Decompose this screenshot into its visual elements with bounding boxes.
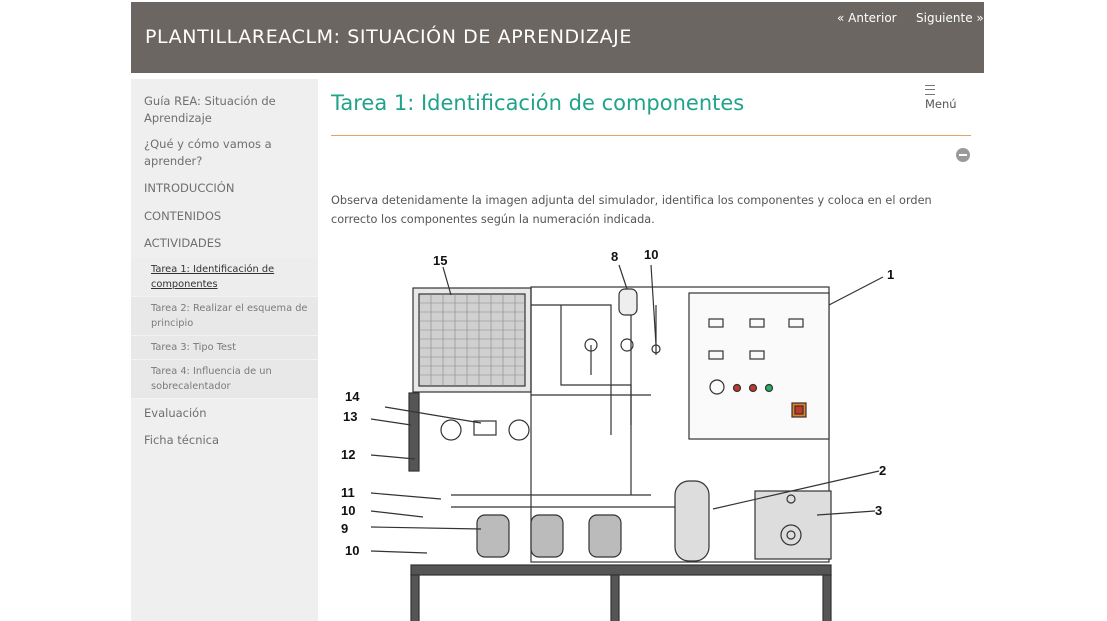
label-1: 1 [887,267,895,282]
sidebar-item-guia[interactable]: Guía REA: Situación de Aprendizaje [144,94,276,125]
hamburger-icon [925,85,935,95]
site-header [131,2,984,73]
label-14: 14 [345,389,360,404]
label-10-mid: 10 [341,503,356,518]
label-3: 3 [875,503,883,518]
label-13: 13 [343,409,358,424]
sidebar-subitem-tarea-3[interactable]: Tarea 3: Tipo Test [131,336,318,360]
sidebar-subitem-tarea-2[interactable]: Tarea 2: Realizar el esquema de principio [131,297,318,336]
page [131,2,984,621]
sidebar-item-evaluacion[interactable]: Evaluación [144,406,207,420]
title-divider [331,135,971,136]
sidebar-item-introduccion[interactable]: INTRODUCCIÓN [144,181,235,195]
label-11: 11 [341,485,355,500]
actividades-submenu [131,258,318,399]
label-9: 9 [341,521,349,536]
label-10-bottom: 10 [345,543,360,558]
sidebar-item-actividades[interactable]: ACTIVIDADES [144,236,222,250]
sidebar-item-que-y-como[interactable]: ¿Qué y cómo vamos a aprender? [144,137,272,168]
simulator-diagram [331,245,971,621]
label-10-top: 10 [644,247,659,262]
label-12: 12 [341,447,356,462]
sidebar [131,79,318,621]
next-link[interactable]: Siguiente » [916,11,984,25]
previous-link[interactable]: « Anterior [837,11,897,25]
label-8: 8 [611,249,619,264]
page-title: Tarea 1: Identificación de componentes [331,91,745,115]
sidebar-item-contenidos[interactable]: CONTENIDOS [144,209,222,223]
sidebar-subitem-tarea-1[interactable]: Tarea 1: Identificación de componentes [131,258,318,297]
menu-button[interactable] [925,83,971,111]
site-title[interactable]: PLANTILLAREACLM: SITUACIÓN DE APRENDIZAJE [145,26,632,48]
menu-label: Menú [925,97,957,111]
label-2: 2 [879,463,887,478]
instructions-paragraph: Observa detenidamente la imagen adjunta del simulador, identifica los componentes y coloca en el orden correcto los componentes según la numeración indicada. [331,194,932,226]
label-15: 15 [433,253,448,268]
sidebar-item-ficha-tecnica[interactable]: Ficha técnica [144,433,220,447]
sidebar-subitem-tarea-4[interactable]: Tarea 4: Influencia de un sobrecalentador [131,360,318,399]
collapse-icon[interactable] [956,148,970,162]
